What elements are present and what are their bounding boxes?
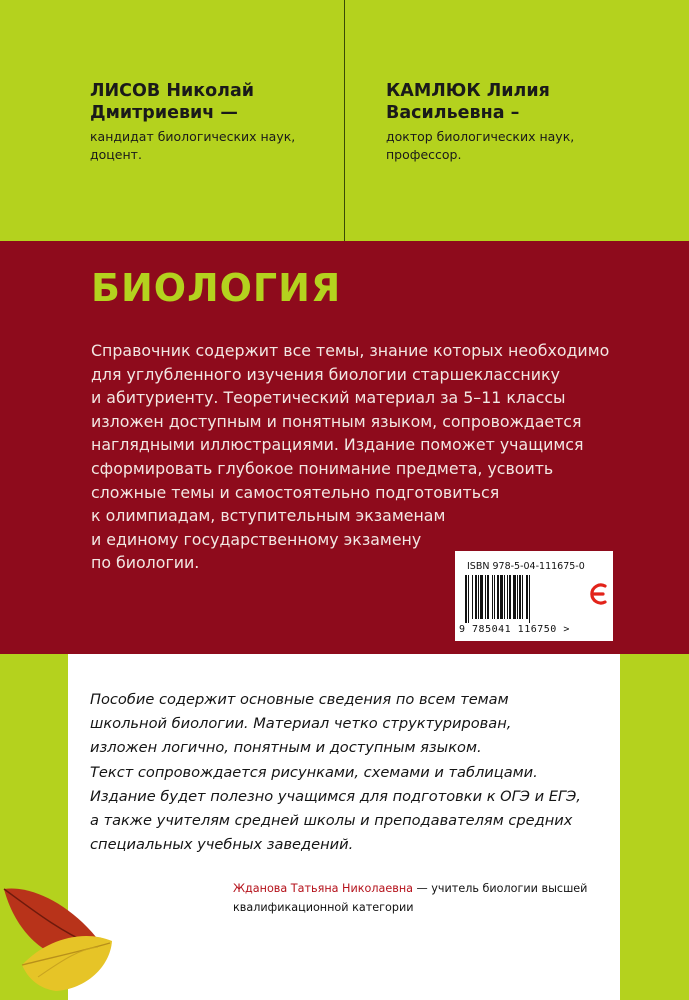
band-line: и абитуриенту. Теоретический материал за 5–11 классы <box>91 388 566 408</box>
band-line: и единому государственному экзамену <box>91 529 422 549</box>
author-title-line1: доктор биологических наук, <box>386 129 575 144</box>
summary-line: Пособие содержит основные сведения по всем темам <box>90 691 509 708</box>
band-line: Справочник содержит все темы, знание которых необходимо <box>91 341 610 360</box>
author-name-line2: Дмитриевич — <box>90 103 238 123</box>
author-kamlyuk <box>386 80 574 164</box>
band-description <box>91 339 661 575</box>
author-title <box>90 128 295 164</box>
author-name-line1: КАМЛЮК Лилия <box>386 81 550 101</box>
band-line: по биологии. <box>91 553 200 573</box>
book-title: БИОЛОГИЯ <box>91 266 342 310</box>
band-line: изложен доступным и понятным языком, сопровождается <box>91 411 582 431</box>
author-lisov <box>90 80 295 164</box>
author-name-line1: ЛИСОВ Николай <box>90 81 255 101</box>
author-title-line2: профессор. <box>386 147 462 162</box>
reviewer-role-line2: квалификационной категории <box>233 901 414 914</box>
publisher-logo-icon <box>587 579 609 609</box>
summary-line: Издание будет полезно учащимся для подготовки к ОГЭ и ЕГЭ, <box>90 787 581 805</box>
summary-line: а также учителям средней школы и преподавателям средних <box>90 812 573 830</box>
band-line: для углубленного изучения биологии старшекласснику <box>91 364 560 384</box>
author-title-line1: кандидат биологических наук, <box>90 129 296 144</box>
summary-line: Текст сопровождается рисунками, схемами и таблицами. <box>90 763 538 781</box>
isbn-label: ISBN 978-5-04-111675-0 <box>467 561 585 572</box>
author-name-line2: Васильевна – <box>386 103 520 123</box>
author-title <box>386 128 574 164</box>
reviewer-name: Жданова Татьяна Николаевна <box>233 882 413 895</box>
isbn-barcode-box <box>455 551 613 641</box>
autumn-leaves-icon <box>0 875 120 1000</box>
band-line: к олимпиадам, вступительным экзаменам <box>91 506 446 526</box>
reviewer-role: — учитель биологии высшей <box>413 882 588 895</box>
band-line: сложные темы и самостоятельно подготовиться <box>91 482 500 502</box>
summary-text <box>90 688 610 857</box>
barcode-digits: 9 785041 116750 > <box>459 624 570 635</box>
authors-section <box>0 0 689 241</box>
barcode-icon <box>463 575 583 623</box>
summary-line: изложен логично, понятным и доступным языком. <box>90 739 482 757</box>
authors-divider <box>344 0 345 241</box>
author-name <box>90 80 295 124</box>
reviewer-note <box>233 879 603 917</box>
summary-line: специальных учебных заведений. <box>90 836 354 854</box>
summary-line: школьной биологии. Материал четко структурирован, <box>90 715 512 733</box>
band-line: наглядными иллюстрациями. Издание поможет учащимся <box>91 435 584 455</box>
author-title-line2: доцент. <box>90 147 142 162</box>
band-line: сформировать глубокое понимание предмета, усвоить <box>91 458 554 478</box>
author-name <box>386 80 574 124</box>
